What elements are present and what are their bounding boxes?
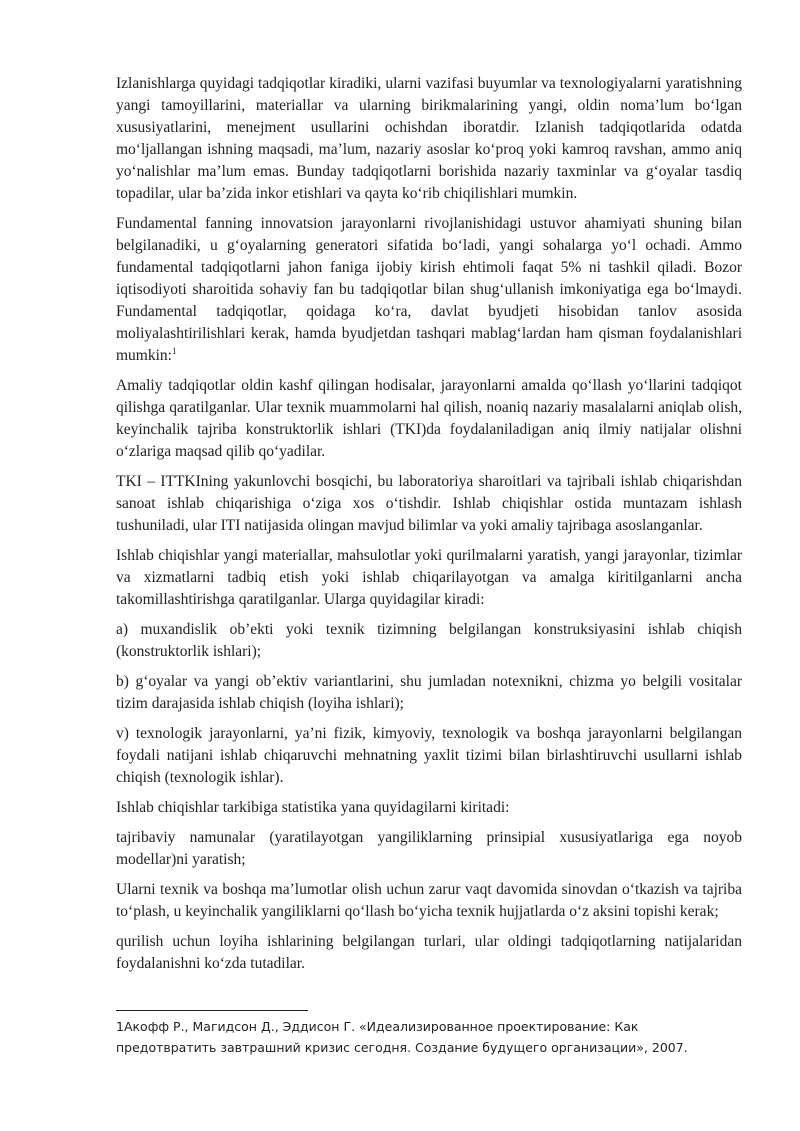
- paragraph-fundamental-science: [116, 213, 742, 367]
- paragraph-developments: Ishlab chiqishlar yangi materiallar, mahsulotlar yoki qurilmalarni yaratish, yangi jarayonlar, tizimlar va xizmatlarni tadbiq etish yoki ishlab chiqarilayotgan va amalga kiritilganlarni ancha takomillashtirishga qaratilganlar. Ularga quyidagilar kiradi:: [116, 547, 742, 608]
- body-text: [116, 73, 742, 983]
- footnote-text: 1Акофф Р., Магидсон Д., Эддисон Г. «Идеализированное проектирование: Как предотвратить завтрашний кризис сегодня. Создание будущего организации», 2007.: [116, 1019, 688, 1055]
- paragraph-testing: Ularni texnik va boshqa ma’lumotlar olish uchun zarur vaqt davomida sinovdan o‘tkazish va tajriba to‘plash, u keyinchalik yangiliklarni qo‘llash bo‘yicha texnik hujjatlarda o‘z aksini topishi kerak;: [116, 881, 742, 920]
- paragraph-fundamental-text: Fundamental fanning innovatsion jarayonlarni rivojlanishidagi ustuvor ahamiyati shuning bilan belgilanadiki, u g‘oyalarning generatori sifatida bo‘ladi, yangi sohalarga yo‘l ochadi. Ammo fundamental tadqiqotlarni jahon faniga ijobiy kirish ehtimoli faqat 5% ni tashkil qiladi. Bozor iqtisodiyoti sharoitida sohaviy fan bu tadqiqotlar bilan shug‘ullanish imkoniyatiga ega bo‘lmaydi. Fundamental tadqiqotlar, qoidaga ko‘ra, davlat byudjeti hisobidan tanlov asosida moliyalashtirilishlari kerak, hamda byudjetdan tashqari mablag‘lardan ham qisman foydalanishlari mumkin:: [116, 215, 742, 364]
- paragraph-tki: TKI – ITTKIning yakunlovchi bosqichi, bu laboratoriya sharoitlari va tajribali ishlab chiqarishdan sanoat ishlab chiqarishiga o‘ziga xos o‘tishdir. Ishlab chiqishlar ostida muntazam ishlash tushuniladi, ular ITI natijasida olingan mavjud bilimlar va yoki amaliy tajribaga asoslanganlar.: [116, 473, 742, 534]
- paragraph-applied-research: Amaliy tadqiqotlar oldin kashf qilingan hodisalar, jarayonlarni amalda qo‘llash yo‘llarini tadqiqot qilishga qaratilganlar. Ular texnik muammolarni hal qilish, noaniq nazariy masalalarni aniqlab olish, keyinchalik tajriba konstruktorlik ishlari (TKI)da foydalaniladigan aniq ilmiy natijalar olishni o‘zlariga maqsad qilib qo‘yadilar.: [116, 377, 742, 460]
- footnote-reference[interactable]: 1: [171, 345, 177, 356]
- paragraph-exploratory-research: Izlanishlarga quyidagi tadqiqotlar kiradiki, ularni vazifasi buyumlar va texnologiyalarni yaratishning yangi tamoyillarini, materiallar va ularning birikmalarining yangi, oldin noma’lum bo‘lgan xususiyatlarini, menejment usullarini ochishdan iboratdir. Izlanish tadqiqotlarida odatda mo‘ljallangan ishning maqsadi, ma’lum, nazariy asoslar ko‘proq yoki kamroq ravshan, ammo aniq yo‘nalishlar ma’lum emas. Bunday tadqiqotlarni borishida nazariy taxminlar va g‘oyalar tasdiq topadilar, ular ba’zida inkor etishlari va qayta ko‘rib chiqilishlari mumkin.: [116, 75, 742, 202]
- list-item-v: v) texnologik jarayonlarni, ya’ni fizik, kimyoviy, texnologik va boshqa jarayonlarni belgilangan foydali natijani ishlab chiqaruvchi mehnatning yaxlit tizimi bilan birlashtiruvchi usullarni ishlab chiqish (texnologik ishlar).: [116, 725, 742, 786]
- footnote-separator: [116, 1010, 308, 1011]
- list-item-b: b) g‘oyalar va yangi ob’ektiv variantlarini, shu jumladan notexnikni, chizma yo belgili vositalar tizim darajasida ishlab chiqish (loyiha ishlari);: [116, 673, 742, 712]
- paragraph-statistics: Ishlab chiqishlar tarkibiga statistika yana quyidagilarni kiritadi:: [116, 799, 510, 816]
- list-item-a: a) muxandislik ob’ekti yoki texnik tizimning belgilangan konstruksiyasini ishlab chiqish (konstruktorlik ishlari);: [116, 621, 742, 660]
- paragraph-construction: qurilish uchun loyiha ishlarining belgilangan turlari, ular oldingi tadqiqotlarning natijalaridan foydalanishni ko‘zda tutadilar.: [116, 933, 742, 972]
- paragraph-prototypes: tajribaviy namunalar (yaratilayotgan yangiliklarning prinsipial xususiyatlariga ega noyob modellar)ni yaratish;: [116, 829, 742, 868]
